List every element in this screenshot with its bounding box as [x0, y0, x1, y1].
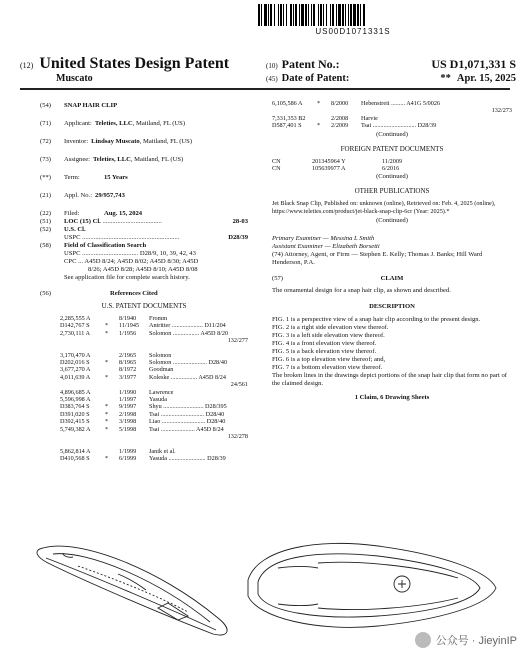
citation-d: 8/1965 — [119, 359, 137, 367]
citation-n — [60, 337, 105, 344]
field-21 — [40, 192, 248, 200]
citation-nm: Tsai ............................ D28/40 — [149, 410, 225, 418]
citation-n: D392,415 S — [60, 418, 90, 426]
tag: (21) — [40, 192, 51, 199]
citation-d: 5/1998 — [119, 425, 137, 433]
citation-d: 2/1998 — [119, 410, 137, 418]
foreign-n: 201345964 Y — [312, 157, 346, 165]
field-72 — [40, 138, 248, 146]
citation-k: * — [317, 100, 321, 107]
assistant-examiner: Assistant Examiner — Elizabeth Borsetti — [272, 242, 380, 250]
foreign-docs-list — [272, 158, 512, 173]
attorney: (74) Attorney, Agent, or Firm — Stephen E. Kelly; Thomas J. Banks; Hill Ward Henderson, P.A. — [272, 250, 483, 266]
tag: (22) — [40, 210, 51, 217]
citation-k: * — [105, 373, 109, 381]
field-54 — [40, 102, 248, 110]
description-line: FIG. 1 is a perspective view of a snap hair clip according to the present design. — [272, 315, 481, 323]
dots: ........................................................... — [82, 234, 180, 241]
patent-type: United States Design Patent — [39, 55, 230, 72]
citation-n — [60, 433, 105, 440]
citation-nm: 132/278 — [227, 433, 248, 441]
tag: (57) — [272, 274, 283, 282]
citation-row — [60, 381, 248, 388]
citation-k — [105, 352, 119, 359]
continued-1: (Continued) — [376, 130, 408, 138]
citation-row — [60, 455, 248, 462]
field-58-line2: CPC ... A45D 8/24; A45D 8/02; A45D 8/30; A45D — [64, 258, 199, 265]
tag: (54) — [40, 102, 51, 109]
citation-nm: Liao ............................ D28/40 — [149, 418, 226, 426]
citation-nm: Solomon ...................... D28/40 — [149, 359, 228, 367]
citation-n: 3,677,270 A — [60, 366, 91, 374]
left-column — [40, 102, 248, 462]
citation-n: D202,016 S — [60, 359, 90, 367]
citation-n: 2,730,111 A — [60, 329, 90, 337]
header-inventor: Muscato — [56, 73, 93, 84]
code-45: (45) — [266, 75, 278, 83]
citation-k: * — [317, 122, 321, 130]
description-title: DESCRIPTION — [369, 302, 415, 310]
assignee: Teleties, LLC — [93, 156, 131, 163]
citation-d — [119, 441, 149, 448]
tag: (51) — [40, 218, 51, 225]
citation-n — [60, 441, 105, 448]
label: LOC (15) Cl. — [64, 218, 101, 225]
right-column — [272, 100, 512, 402]
citation-nm — [149, 345, 248, 352]
citation-d: 9/1997 — [119, 403, 137, 411]
field-52 — [40, 226, 248, 234]
label: Inventor: — [64, 138, 89, 145]
citation-d: 11/1945 — [119, 322, 140, 330]
citation-row — [60, 448, 248, 455]
barcode-bar — [365, 4, 366, 26]
citation-d — [119, 345, 149, 352]
us-docs-list — [40, 315, 248, 462]
citation-row — [60, 359, 248, 366]
description-line: FIG. 4 is a front elevation view thereof. — [272, 339, 377, 347]
citation-k — [105, 315, 119, 322]
citation-d: 2/1965 — [119, 351, 137, 359]
citation-row — [60, 426, 248, 433]
citation-d: 6/1999 — [119, 454, 137, 462]
tag: (**) — [40, 174, 51, 181]
location: , Maitland, FL (US) — [130, 156, 184, 163]
tag: (58) — [40, 242, 51, 249]
patent-date-line — [266, 73, 516, 84]
citation-k — [105, 381, 119, 388]
citation-nm: Antritter .................... D11/204 — [149, 322, 226, 330]
field-52-uspc — [40, 234, 248, 242]
citation-row — [60, 396, 248, 403]
citation-nm: Tsai ...................... A45D 8/24 — [149, 425, 224, 433]
citation-d: 1/1956 — [119, 329, 137, 337]
citation-nm: Lawrence — [149, 388, 174, 396]
foreign-c: CN — [272, 165, 281, 173]
citation-n: D391,020 S — [60, 410, 90, 418]
citation-n — [60, 381, 105, 388]
citation-row — [272, 107, 512, 114]
wechat-icon — [415, 632, 431, 648]
patent-number-line — [266, 57, 516, 72]
citation-k — [105, 345, 119, 352]
citation-nm: Yasuda ........................ D28/39 — [149, 454, 226, 462]
description-line: FIG. 3 is a left side elevation view thereof. — [272, 331, 385, 339]
citation-n: D142,767 S — [60, 322, 90, 330]
date-value: Apr. 15, 2025 — [456, 73, 516, 84]
claims-summary: 1 Claim, 6 Drawing Sheets — [354, 393, 430, 401]
citation-nm: Solomon ................. A45D 8/20 — [149, 329, 229, 337]
field-73 — [40, 156, 248, 164]
field-56 — [40, 290, 248, 298]
citation-k — [105, 366, 119, 373]
citation-n: D383,764 S — [60, 403, 90, 411]
citation-nm: Shyu .......................... D28/395 — [149, 403, 227, 411]
citation-k — [317, 115, 331, 122]
citation-d — [119, 381, 149, 388]
citation-n: 7,331,353 B2 — [272, 114, 306, 122]
foreign-row — [272, 158, 512, 165]
description-line: The broken lines in the drawings depict portions of the snap hair clip that form no part of the claimed design. — [272, 371, 507, 387]
citation-k — [105, 448, 119, 455]
barcode — [258, 4, 448, 26]
citation-n: D410,568 S — [60, 454, 90, 462]
claim-title: CLAIM — [380, 274, 404, 282]
citation-row — [60, 433, 248, 440]
primary-examiner: Primary Examiner — Messina L Smith — [272, 234, 375, 242]
citation-n — [272, 107, 317, 114]
us-docs-title: U.S. PATENT DOCUMENTS — [101, 302, 187, 310]
citation-n — [60, 345, 105, 352]
field-term — [40, 174, 248, 182]
citation-k: * — [105, 425, 109, 433]
patent-date — [440, 73, 516, 84]
perspective-view — [37, 546, 227, 635]
citation-d: 3/1998 — [119, 418, 137, 426]
citation-nm: Goodman — [149, 366, 174, 374]
location: , Maitland, FL (US) — [139, 138, 193, 145]
claim-text: The ornamental design for a snap hair clip, as shown and described. — [272, 286, 451, 294]
field-58-line3: 8/26; A45D 8/28; A45D 8/10; A45D 8/08 — [88, 266, 198, 273]
citation-nm: Tsai ............................ D28/39 — [361, 122, 437, 130]
inventor: Lindsay Muscato — [91, 138, 140, 145]
description-list — [272, 316, 512, 388]
citation-row — [60, 345, 248, 352]
field-58 — [40, 242, 248, 250]
citation-row — [60, 337, 248, 344]
citation-d — [331, 107, 361, 114]
citation-k: * — [105, 359, 109, 367]
citation-k — [105, 433, 119, 440]
citation-nm: Solomon — [149, 351, 172, 359]
code-12: (12) — [20, 61, 34, 70]
top-view — [248, 543, 496, 627]
label: Applicant: — [64, 120, 92, 127]
citation-row — [60, 441, 248, 448]
citation-row — [272, 100, 512, 107]
foreign-row — [272, 165, 512, 172]
code-10: (10) — [266, 62, 278, 70]
citation-n: 4,011,639 A — [60, 373, 91, 381]
description-line: FIG. 7 is a bottom elevation view thereof. — [272, 363, 383, 371]
date-label: Date of Patent: — [281, 73, 350, 84]
watermark-text: 公众号 · JieyinIP — [435, 635, 517, 647]
label: Term: — [64, 174, 80, 181]
tag: (52) — [40, 226, 51, 233]
citation-n: 6,105,586 A — [272, 100, 303, 107]
citation-row — [60, 374, 248, 381]
citation-d — [119, 337, 149, 344]
citation-n: 3,170,470 A — [60, 351, 91, 359]
citation-row — [60, 315, 248, 322]
field-22 — [40, 210, 248, 218]
label: References Cited — [110, 290, 158, 297]
other-pubs-text: Jet Black Snap Clip, Published on: unknown (online), Retrieved on: Feb. 4, 2025 (online), https://www.teleties.com/product/jet-black-snap-clip-6cr (Year: 2025).* — [272, 200, 496, 216]
citation-d: 8/1940 — [119, 315, 137, 322]
description-line: FIG. 6 is a top elevation view thereof; and, — [272, 355, 386, 363]
citation-k: * — [105, 418, 109, 426]
citation-k — [317, 107, 331, 114]
citation-n: D587,401 S — [272, 122, 302, 130]
citation-row — [60, 403, 248, 410]
uspc-label: USPC — [64, 234, 81, 241]
patent-no-label: Patent No.: — [281, 57, 340, 71]
foreign-d: 11/2009 — [382, 157, 403, 165]
citation-nm: Hebenstreit ......... A41G 5/0026 — [361, 100, 441, 107]
tag: (56) — [40, 290, 51, 297]
citation-n: 5,596,998 A — [60, 396, 91, 404]
foreign-d: 6/2016 — [382, 165, 400, 173]
citation-nm: 24/561 — [230, 381, 248, 389]
citation-row — [60, 418, 248, 425]
citation-row — [272, 115, 512, 122]
field-58-line4: See application file for complete search history. — [64, 274, 190, 281]
applicant: Teleties, LLC — [94, 120, 133, 127]
description-line: FIG. 5 is a back elevation view thereof. — [272, 347, 377, 355]
filed-date: Aug. 15, 2024 — [104, 210, 143, 217]
citation-n: 5,749,382 A — [60, 425, 91, 433]
tag: (72) — [40, 138, 51, 145]
citation-k — [105, 337, 119, 344]
tag: (73) — [40, 156, 51, 163]
citation-nm: 132/273 — [491, 107, 512, 115]
location: , Maitland, FL (US) — [132, 120, 186, 127]
description-line: FIG. 2 is a right side elevation view thereof. — [272, 323, 389, 331]
citation-row — [272, 122, 512, 129]
citation-d: 3/1977 — [119, 373, 137, 381]
header-rule — [20, 88, 510, 90]
citation-nm: Koleske ................. A45D 8/24 — [149, 373, 226, 381]
watermark — [415, 632, 517, 648]
citation-d: 8/1972 — [119, 366, 137, 374]
other-pubs-title: OTHER PUBLICATIONS — [354, 187, 430, 196]
barcode-text: US00D1071331S — [315, 27, 391, 36]
citation-d: 1/1997 — [119, 396, 137, 404]
citation-row — [60, 366, 248, 373]
citation-k: * — [105, 322, 109, 330]
continued-3: (Continued) — [376, 216, 408, 224]
field-58-line1: USPC .................................. D28/9, 10, 39, 42, 43 — [64, 250, 196, 257]
citation-k — [105, 389, 119, 396]
citation-k: * — [105, 403, 109, 411]
citation-d: 1/1999 — [119, 447, 137, 455]
field-71 — [40, 120, 248, 128]
citation-k — [105, 441, 119, 448]
citation-row — [60, 322, 248, 329]
date-mark: ** — [440, 73, 451, 84]
label: Assignee: — [64, 156, 91, 163]
citation-d: 1/1990 — [119, 388, 137, 396]
citation-row — [60, 352, 248, 359]
loc-class: 28-03 — [232, 218, 248, 225]
citation-nm — [149, 441, 248, 448]
citation-nm: Harvie — [361, 114, 378, 122]
citation-nm: Janik et al. — [149, 447, 176, 455]
term: 15 Years — [104, 174, 128, 181]
patent-number: US D1,071,331 S — [431, 57, 516, 71]
citation-n: 2,285,555 A — [60, 315, 91, 322]
citation-nm: Yasuda — [149, 396, 167, 404]
claim-heading — [272, 275, 512, 283]
citation-d: 2/2009 — [331, 122, 349, 130]
foreign-c: CN — [272, 157, 281, 165]
citation-row — [60, 389, 248, 396]
patent-title — [20, 55, 229, 73]
citation-k: * — [105, 410, 109, 418]
citation-d: 2/2008 — [331, 114, 349, 122]
citation-d — [119, 433, 149, 440]
citation-n: 4,896,685 A — [60, 388, 91, 396]
design-title: SNAP HAIR CLIP — [64, 102, 118, 109]
citation-row — [60, 330, 248, 337]
citation-d: 8/2000 — [331, 100, 349, 107]
label: Appl. No.: — [64, 192, 93, 199]
foreign-title: FOREIGN PATENT DOCUMENTS — [340, 144, 444, 153]
label: U.S. Cl. — [64, 226, 86, 233]
citation-k — [105, 396, 119, 403]
citation-k: * — [105, 454, 109, 462]
cont-docs-list — [272, 100, 512, 130]
continued-2: (Continued) — [376, 173, 408, 181]
dots: .................................... — [102, 218, 162, 225]
foreign-n: 105639977 A — [312, 165, 346, 173]
citation-n: 5,862,814 A — [60, 447, 91, 455]
tag: (71) — [40, 120, 51, 127]
citation-row — [60, 411, 248, 418]
citation-nm: Fromm — [149, 315, 168, 322]
citation-k: * — [105, 329, 109, 337]
field-51 — [40, 218, 248, 226]
us-class: D28/39 — [228, 234, 248, 241]
label: Field of Classification Search — [64, 242, 147, 249]
appl-no: 29/957,743 — [95, 192, 125, 199]
citation-nm: 132/277 — [227, 337, 248, 345]
label: Filed: — [64, 210, 80, 217]
